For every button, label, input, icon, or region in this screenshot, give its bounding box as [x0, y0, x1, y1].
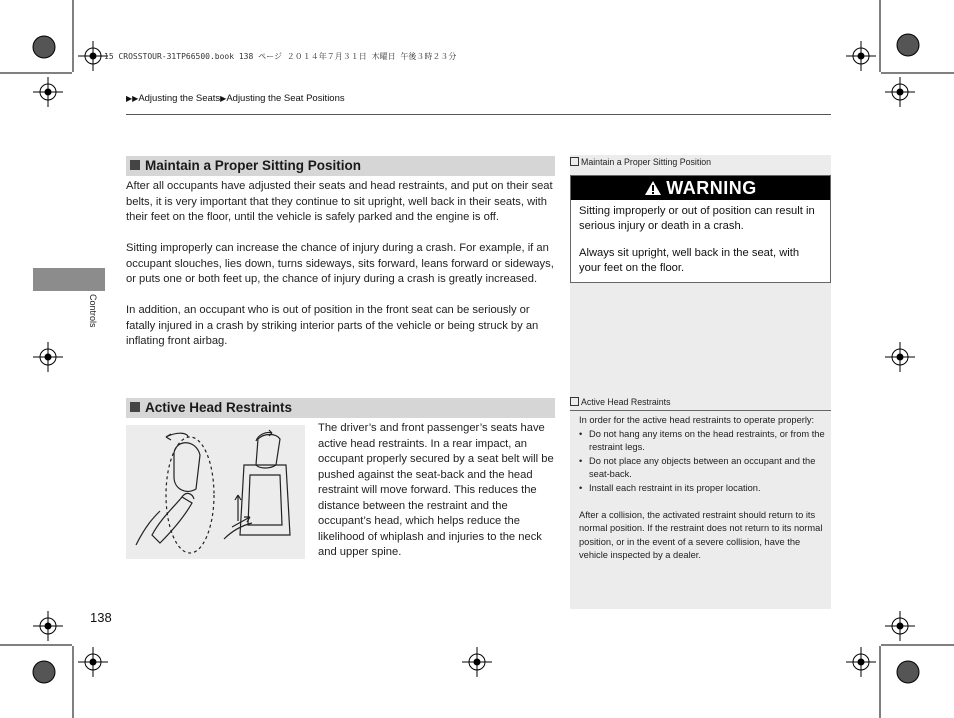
- paragraph: In addition, an occupant who is out of position in the front seat can be seriously or fatally injured in a crash by striking interior parts of the vehicle or being struck by an inflating front airbag.: [126, 304, 539, 347]
- chapter-tab[interactable]: [33, 268, 105, 291]
- paragraph: After all occupants have adjusted their seats and head restraints, and put on their seat belts, it is very important that they continue to sit upright, well back in their seats, with their feet on the floor, until the vehicle is safely parked and the engine is off.: [126, 180, 553, 223]
- warning-paragraph: Always sit upright, well back in the seat, with your feet on the floor.: [579, 247, 800, 274]
- section-head-restraints-body: The driver’s and front passenger’s seats have active head restraints. In a rear impact, an occupant properly secured by a seat belt will be pushed against the seat-back and the head restraint will move forward. This reduces the distance between the restraint and the occupant’s head, which helps reduce the likelihood of whiplash and injuries to the neck and upper spine.: [318, 422, 554, 558]
- list-item: • Do not hang any items on the head restraints, or from the restraint legs.: [579, 428, 825, 455]
- sidenote-intro: In order for the active head restraints to operate properly:: [579, 415, 815, 425]
- section-sitting-body: [126, 179, 555, 365]
- note-icon: [570, 157, 579, 166]
- sidenote-after: After a collision, the activated restraint should return to its normal position. If the restraint does not return to its normal position, or in the event of a severe collision, have the vehicle inspected by a dealer.: [579, 509, 823, 560]
- warning-triangle-icon: [644, 178, 662, 202]
- section-heading-text: Maintain a Proper Sitting Position: [145, 158, 362, 173]
- sidenote-rule: [570, 410, 831, 411]
- breadcrumb: [126, 93, 345, 104]
- warning-text: [571, 200, 830, 276]
- page-number: 138: [90, 610, 112, 625]
- print-header: 15 CROSSTOUR-31TP66500.book 138 ページ ２０１４年７月３１日 木曜日 午後３時２３分: [104, 52, 457, 61]
- section-square-icon: [130, 402, 140, 412]
- warning-label: WARNING: [666, 178, 757, 198]
- list-item: • Install each restraint in its proper location.: [579, 482, 825, 496]
- sidenote-title-sitting: [570, 157, 711, 167]
- warning-paragraph: Sitting improperly or out of position can result in serious injury or death in a crash.: [579, 205, 815, 232]
- paragraph: Sitting improperly can increase the chance of injury during a crash. For example, if an occupant slouches, lies down, turns sideways, sits forward, leans forward or sideways, or puts one or both feet up, the chance of injury during a crash is greatly increased.: [126, 242, 554, 285]
- section-heading-sitting-position: [126, 156, 555, 176]
- section-heading-head-restraints: [126, 398, 555, 418]
- section-square-icon: [130, 160, 140, 170]
- section-heading-text: Active Head Restraints: [145, 400, 293, 415]
- chapter-tab-label: Controls: [88, 294, 98, 328]
- sidenote-bullet-list: [579, 428, 825, 496]
- seat-illustration-icon: [126, 425, 305, 559]
- sidenote-title-text: Active Head Restraints: [581, 397, 671, 407]
- sidenote-title-head-restraints: [570, 397, 670, 407]
- breadcrumb-arrow: ▶▶: [126, 94, 139, 103]
- header-rule: [126, 114, 831, 115]
- sidenote-head-restraints-body: [579, 414, 825, 563]
- breadcrumb-link-positions[interactable]: Adjusting the Seat Positions: [226, 93, 345, 104]
- warning-box: [570, 175, 831, 283]
- head-restraint-illustration: [126, 425, 305, 559]
- breadcrumb-separator: ▶: [220, 94, 227, 103]
- list-item: • Do not place any objects between an occupant and the seat-back.: [579, 455, 825, 482]
- warning-header: [571, 176, 830, 200]
- sidenote-title-text: Maintain a Proper Sitting Position: [581, 157, 712, 167]
- breadcrumb-link-seats[interactable]: Adjusting the Seats: [138, 93, 221, 104]
- note-icon: [570, 397, 579, 406]
